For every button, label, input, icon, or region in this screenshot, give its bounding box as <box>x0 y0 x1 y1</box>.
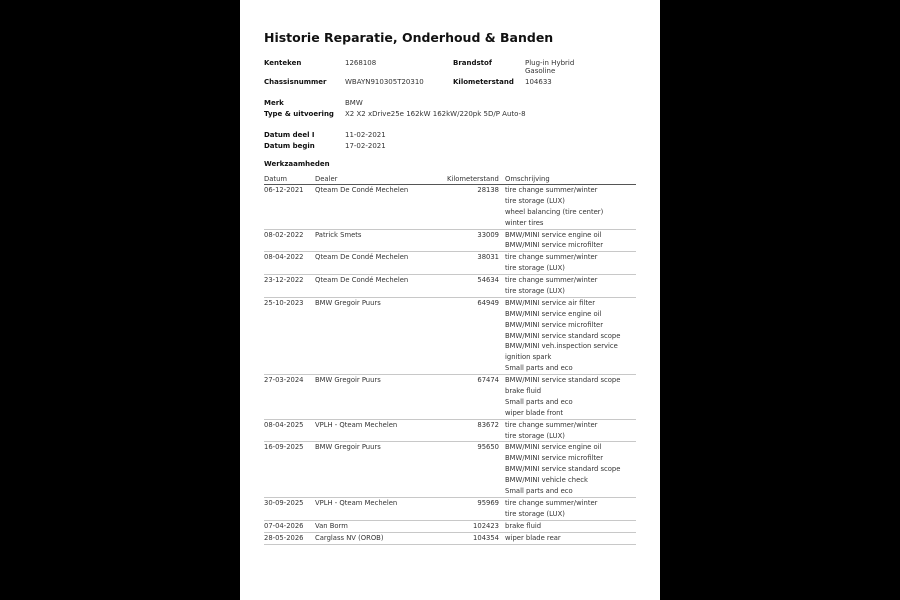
omschrijving-line: tire storage (LUX) <box>505 264 565 273</box>
row-omschrijving <box>505 521 636 532</box>
row-dealer: Qteam De Condé Mechelen <box>315 276 409 285</box>
omschrijving-line: BMW/MINI service air filter <box>505 298 595 307</box>
row-kilometerstand: 83672 <box>477 420 499 429</box>
omschrijving-line: tire change summer/winter <box>505 420 598 429</box>
omschrijving-line: tire storage (LUX) <box>505 287 565 296</box>
row-date: 23-12-2022 <box>264 276 304 285</box>
omschrijving-line: BMW/MINI service standard scope <box>505 376 621 385</box>
document-page <box>240 0 660 600</box>
omschrijving-line: BMW/MINI service microfilter <box>505 241 604 250</box>
omschrijving-line: BMW/MINI vehicle check <box>505 476 588 485</box>
omschrijving-line: BMW/MINI veh.inspection service <box>505 342 618 351</box>
table-row <box>264 275 636 298</box>
table-header <box>264 174 636 185</box>
omschrijving-line: tire change summer/winter <box>505 186 598 194</box>
datum-begin-label: Datum begin <box>264 142 315 150</box>
brandstof-value-line1: Plug-in Hybrid <box>525 59 575 67</box>
row-dealer: BMW Gregoir Puurs <box>315 443 381 452</box>
datum-deel-value: 11-02-2021 <box>345 131 386 139</box>
row-dealer: Qteam De Condé Mechelen <box>315 186 409 194</box>
chassis-label: Chassisnummer <box>264 78 327 86</box>
table-row <box>264 442 636 497</box>
omschrijving-line: wiper blade front <box>505 408 564 417</box>
row-kilometerstand: 64949 <box>477 298 499 307</box>
row-dealer: VPLH - Qteam Mechelen <box>315 420 398 429</box>
omschrijving-line: tire storage (LUX) <box>505 431 565 440</box>
row-omschrijving <box>505 230 636 252</box>
omschrijving-line: wiper blade rear <box>505 533 561 542</box>
row-dealer: BMW Gregoir Puurs <box>315 298 381 307</box>
row-kilometerstand: 95650 <box>477 443 499 452</box>
table-row <box>264 375 636 420</box>
table-row <box>264 521 636 533</box>
type-value: X2 X2 xDrive25e 162kW 162kW/220pk 5D/P Auto-8 <box>345 110 526 118</box>
omschrijving-line: tire storage (LUX) <box>505 196 565 205</box>
row-omschrijving <box>505 298 636 374</box>
omschrijving-line: Small parts and eco <box>505 364 573 373</box>
row-omschrijving <box>505 252 636 274</box>
row-dealer: Patrick Smets <box>315 230 362 239</box>
row-omschrijving <box>505 420 636 442</box>
omschrijving-line: BMW/MINI service engine oil <box>505 309 602 318</box>
omschrijving-line: brake fluid <box>505 387 542 396</box>
omschrijving-line: BMW/MINI service standard scope <box>505 331 621 340</box>
table-row <box>264 420 636 443</box>
omschrijving-line: BMW/MINI service microfilter <box>505 454 604 463</box>
row-kilometerstand: 102423 <box>473 521 499 530</box>
datum-deel-label: Datum deel I <box>264 131 315 139</box>
merk-value: BMW <box>345 99 363 107</box>
omschrijving-line: winter tires <box>505 218 544 227</box>
omschrijving-line: tire change summer/winter <box>505 253 598 262</box>
row-omschrijving <box>505 533 636 544</box>
brandstof-label: Brandstof <box>453 59 492 67</box>
row-omschrijving <box>505 185 636 229</box>
table-row <box>264 298 636 375</box>
row-dealer: VPLH - Qteam Mechelen <box>315 498 398 507</box>
row-dealer: Van Borm <box>315 521 348 530</box>
row-date: 16-09-2025 <box>264 443 304 452</box>
row-date: 27-03-2024 <box>264 376 304 385</box>
chassis-value: WBAYN910305T20310 <box>345 78 424 86</box>
header-dealer: Dealer <box>315 175 338 183</box>
datum-begin-value: 17-02-2021 <box>345 142 386 150</box>
omschrijving-line: BMW/MINI service engine oil <box>505 443 602 452</box>
row-date: 06-12-2021 <box>264 186 304 194</box>
row-kilometerstand: 38031 <box>477 253 499 262</box>
row-kilometerstand: 54634 <box>477 276 499 285</box>
omschrijving-line: tire change summer/winter <box>505 498 598 507</box>
header-datum: Datum <box>264 175 287 183</box>
omschrijving-line: tire change summer/winter <box>505 276 598 285</box>
row-omschrijving <box>505 275 636 297</box>
omschrijving-line: brake fluid <box>505 521 542 530</box>
kenteken-value: 1268108 <box>345 59 377 67</box>
row-kilometerstand: 95969 <box>477 498 499 507</box>
page-title: Historie Reparatie, Onderhoud & Banden <box>264 30 554 45</box>
table-row <box>264 185 636 230</box>
omschrijving-line: ignition spark <box>505 353 552 362</box>
row-kilometerstand: 28138 <box>477 186 499 194</box>
omschrijving-line: BMW/MINI service standard scope <box>505 465 621 474</box>
row-date: 28-05-2026 <box>264 533 304 542</box>
merk-label: Merk <box>264 99 284 107</box>
row-dealer: BMW Gregoir Puurs <box>315 376 381 385</box>
row-dealer: Carglass NV (OROB) <box>315 533 384 542</box>
table-row <box>264 252 636 275</box>
row-kilometerstand: 104354 <box>473 533 499 542</box>
table-row <box>264 533 636 545</box>
row-date: 25-10-2023 <box>264 298 304 307</box>
header-omschrijving: Omschrijving <box>505 175 550 183</box>
row-omschrijving <box>505 375 636 419</box>
row-omschrijving <box>505 498 636 520</box>
table-body <box>264 185 636 545</box>
row-date: 07-04-2026 <box>264 521 304 530</box>
row-kilometerstand: 33009 <box>477 230 499 239</box>
omschrijving-line: BMW/MINI service engine oil <box>505 230 602 239</box>
kenteken-label: Kenteken <box>264 59 302 67</box>
omschrijving-line: wheel balancing (tire center) <box>505 207 604 216</box>
werkzaamheden-table <box>264 174 636 545</box>
row-dealer: Qteam De Condé Mechelen <box>315 253 409 262</box>
brandstof-value-line2: Gasoline <box>525 67 556 75</box>
kilometerstand-value: 104633 <box>525 78 552 86</box>
row-date: 08-02-2022 <box>264 230 304 239</box>
omschrijving-line: Small parts and eco <box>505 397 573 406</box>
table-row <box>264 498 636 521</box>
header-kilometerstand: Kilometerstand <box>447 175 499 183</box>
row-date: 08-04-2025 <box>264 420 304 429</box>
omschrijving-line: BMW/MINI service microfilter <box>505 320 604 329</box>
row-date: 08-04-2022 <box>264 253 304 262</box>
row-kilometerstand: 67474 <box>477 376 499 385</box>
omschrijving-line: tire storage (LUX) <box>505 509 565 518</box>
omschrijving-line: Small parts and eco <box>505 487 573 496</box>
type-label: Type & uitvoering <box>264 110 334 118</box>
table-row <box>264 230 636 253</box>
werkzaamheden-heading: Werkzaamheden <box>264 160 330 168</box>
row-date: 30-09-2025 <box>264 498 304 507</box>
row-omschrijving <box>505 442 636 496</box>
kilometerstand-label: Kilometerstand <box>453 78 514 86</box>
